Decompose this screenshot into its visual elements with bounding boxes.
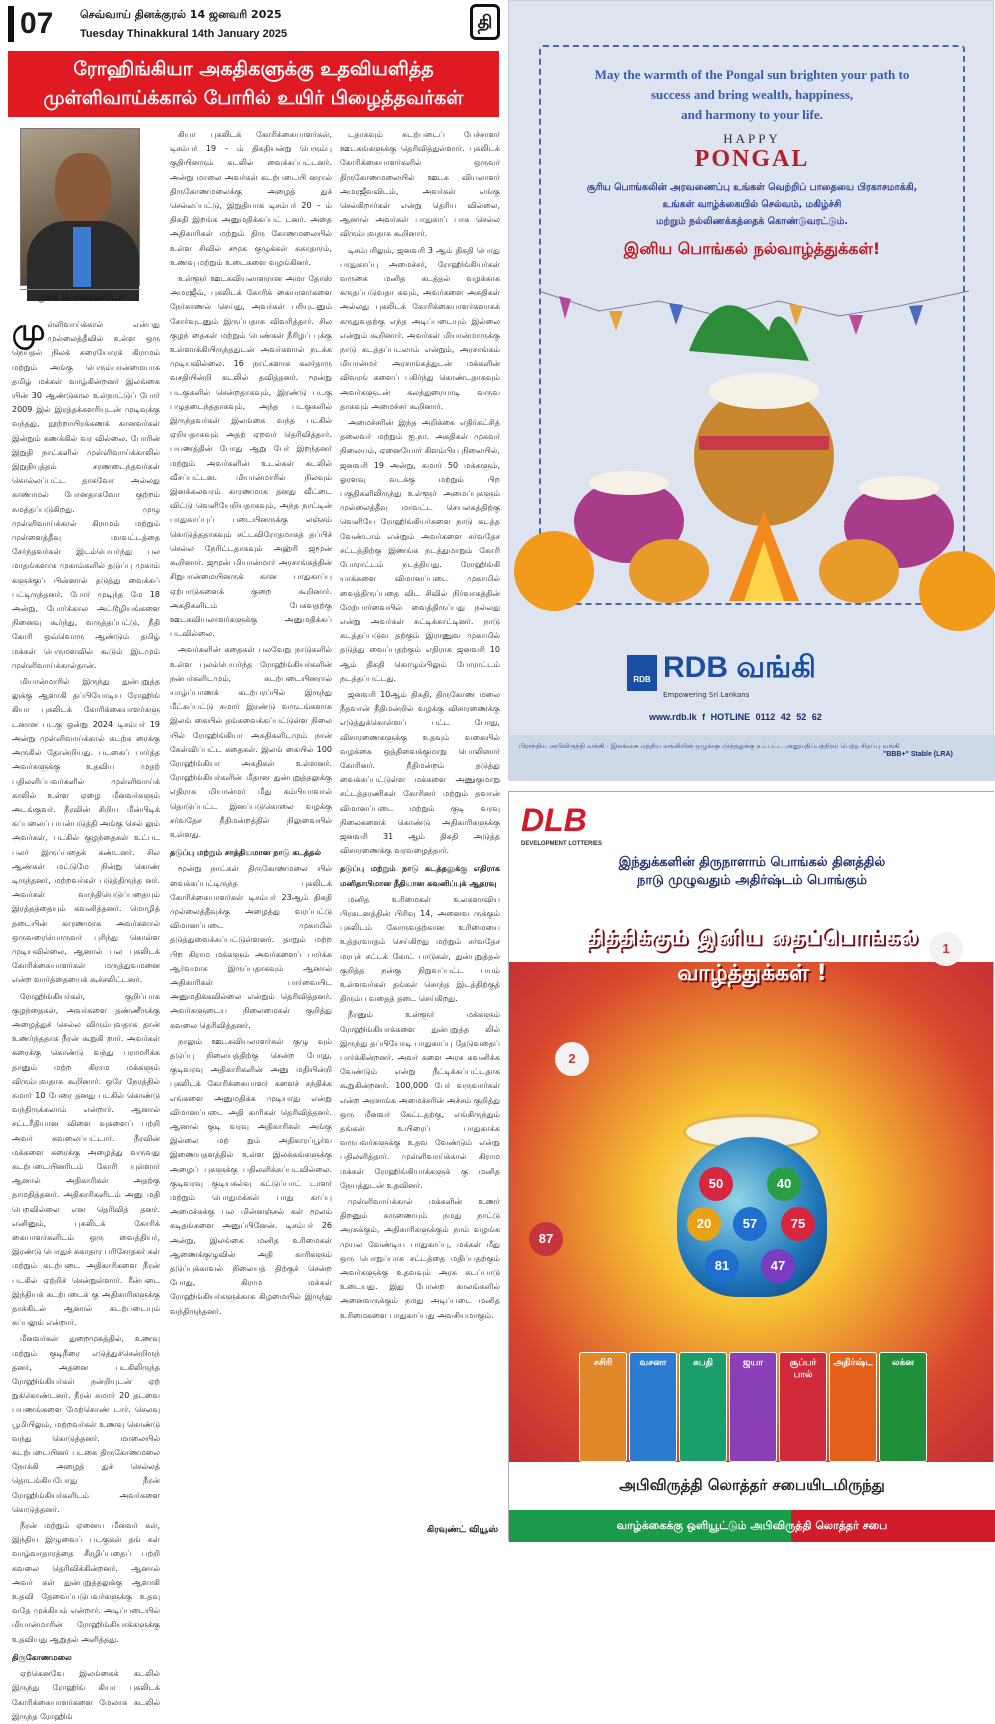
paragraph: டதாகவும் கடற்படைப் பேச்சாளர் ஊடகங்களுக்கு தெரிவித்துள்ளார். புகலிடக் கோரிக்கையாளர்களில் ஒருவர் திருகோணமலையில் ஊடக வியலாளர் அமரஜீவவிடம், அவர்கள் எங்கு செல்கிறார்கள் என்று தெரிய வில்லை, ஆனால் அவர்கள் பாதுகாப் பாக செல்ல விரும்புவதாக கூறினார். xyxy=(340,130,500,239)
lottery-ticket: லக்ன xyxy=(879,1352,927,1462)
dlb-lottery-advertisement[interactable] xyxy=(508,791,994,1541)
lottery-ticket: ஜயா xyxy=(729,1352,777,1462)
ad-english-message: May the warmth of the Pongal sun brighten your path to success and bring wealth, happiness, and harmony to your life. xyxy=(594,67,910,122)
ad-tamil-message: சூரிய பொங்கலின் அரவணைப்பு உங்கள் வெற்றிப் பாதையை பிரகாசமாக்கி, உங்கள் வாழ்க்கையில் செல்வம், மகிழ்ச்சி மற்றும் நல்லிணக்கத்தைக் கொண்டுவரட்டும். xyxy=(586,182,918,227)
article-column-1 xyxy=(12,314,161,1721)
lottery-ticket: சூப்பர் பால் xyxy=(779,1352,827,1462)
dropcap: மு xyxy=(12,314,46,347)
ad-headline: இந்துக்களின் திருநாளாம் பொங்கல் தினத்தில் நாடு முழுவதும் அதிர்ஷ்டம் பொங்கும் xyxy=(618,855,886,888)
paragraph: ரோஹிங்கியர்கள், குறிப்பாக குழந்தைகள், அவர்களை தண்ணீருக்கு அழைத்துச் செல்ல விரும்புவதாக தான் உணர்ந்ததாக நீரன் கூறுகி றார். அவர்கள் கரைக்கு கொண்டு வந்து பராமரிக்க தானும் மற்ற கிராம மக்களும் விரும்புவதாக கூறினார். ஒரே நேரத்தில் சுமார் 10 பேரை தனது படகில் கொண்டு வந்திருக்கலாம் என்றார். ஆனால் சட்டரீதியான விளை வுகளைப் பற்றி அவர் கவலைப்பட்டார். நீரவின் மக்களை கரைக்கு அழைத்து வருவது கடற்படையினரிடம் கோரி யுள்ளார் ஆனால் அதிகாரிகள் அதற்கு தாமதித்தனர். அதிகாரிகளிடம் அனு மதி பெறவில்லை என தெரிவித் தனர். எனினும், புகலிடக் கோரிக் கையாளர்களிடம் ஒரு வைத்தியர், இரண்டு பொதுச் சுகாதார பரிசோதகர் கள் மற்றும் கடற்படை அதிகாரிகளை நீரன் படகில் ஏற்றிச் சென்றுள்ளார். ரீன்படை இந்தியக் கடற்படைக் கு அதிகாரிகளுக்கு தாக்கிடல் ஆனால் கடற்படையும் கப்பலும் என்றார். xyxy=(12,991,161,1328)
bank-contact[interactable]: www.rdb.lk f HOTLINE 0112 42 52 62 xyxy=(649,712,822,722)
paper-date-english: Tuesday Thinakkural 14th January 2025 xyxy=(80,28,288,40)
bank-name: RDB வங்கி xyxy=(663,651,816,684)
paragraph: அமைச்சரின் இந்த அறிக்கை எதிர்கட்சித் தலைவர் மற்றும் ஐ.நா. அகதிகள் முகவர் நிலையம், ஏனையோர் கிளம்பிய நிலையில், ஜனவரி 19 அன்று, சுமார் 50 மக்களும், ஓரளவு வடக்கு மற்றும் பிற பகுதிகளிலிருந்து உள்ளூர் அமைப்புகளும் முல்லைத்தீவு மாவட்ட செயலகத்திற்கு வெளியே ரோஹிங்கியர்களை நாடு கடத்த வேண்டாம் என்றும் அவர்களை சர்வதேச சட்டத்திற்கு இணங்க நடத்துமாறும் கோரி போராட்டம் நடத்தியது. ரோஹிங்கி யாக்களை விமானப்படை முகாமில் வைத்திருப்பதை விட சிவில் நிர்வாகத்தின் மேற்பார்வையில் வைத்திருப்பது நல்லது என்று அவர்கள் சுட்டிக்காட்டினர். நாடு கடத்தப்படுவ தற்கும் இராணுவ முகாமில் தடுத்து வைப்பதற்கும் எதிராக ஜனவரி 10 ஆம் திகதி கொழும்பிலும் போராட்டம் நடத்தப்பட்டது. xyxy=(340,418,500,683)
ad-happy-text: HAPPY xyxy=(723,131,781,146)
lottery-ball: 81 xyxy=(705,1249,739,1283)
article-byline: கிரவுண்ட் வியூஸ் xyxy=(426,1525,498,1535)
lottery-ball: 87 xyxy=(529,1222,563,1256)
page-number: 07 xyxy=(8,6,53,42)
paragraph: மனித உரிமைகள் உலகளாவிய பிரகடனத்தின் பிரிவு 14, அனைவ ருக்கும் புகலிடம் கோருவதற்கான உரிமையை உத்தரவாதம் செய்கிறது மற்றும் சர்வதேச மரபுச் சட்டக் கோட் பாடுகள், துன்புறுத்தல் குறித்த நன்கு நிறுவப்பட்ட பயம் உள்ளவர்கள் தங்கள் சொந்த இடத்திற்குத் திரும்ப வதைத் தடை செய்கிறது. xyxy=(340,894,500,1004)
paragraph: உள்ளூர் ஊடகவியலாளரான அமா தோஸ் அமரஜீவ், புகலிடக் கோரிக் கையாளர்களை நேர்காணல் செய்து, அவர்கள் பரியுடனும் சோர்வுடனும் இருப்பதாக விவரித்தார். சில குழந் தைகள் மற்றும் பெண்கள் நீரிழப் புக்கு உள்ளாக்கியிருந்ததுடன் அவர்களால் நடக்க முடியவில்லை. 16 நாட்களாக கலர்தாரு வசதியின்றி கடலில் தவித்தனர். மூன்று படகுகளில் சென்றதாகவும், இரண்டு படகு பழுதடைந்ததாகவும், அந்த படகுகளில் இருந்தவர்கள் இலங்கை வந்த படகில் ஏறியதாகவும் அதற் ஏறவர் தெரிவித்தார். பயணத்தின் போது ஆறு பேர் இறந்தனர் மற்றும் அவர்களின் உடல்கள் கடலில் வீசப்பட்டன. மியான்மாரில் நிலவும் இனக்கலவரம் காரணமாக தனது வீட்டை விட்டு வெளியேறியதாகவும், அந்த நாட்டின் பாதுகாப்புப் படையினருக்கு லஞ்சம் கொடுத்ததாகவும் சட்டவிரோதமாகத் தப்பிச் செல்ல நேரிட்டதாகவும் அஹ்ரி ஜமூன் கூறினார். ஜமூன் மியான்மார் அரசாங்கத்தின் சிறுபான்மையினருக் கான பாதுகாப்பு ஏற்பாடுகளைக் குறை கூறினார். அகதிகளிடம் பேசுவதற்கு ஊடகவியலாளர்களுக்கு அனுமதிக்கப் படவில்லை. xyxy=(170,274,332,639)
lottery-ball: 57 xyxy=(733,1207,767,1241)
paragraph: ஏற்கெனவே இலங்கைக் கடலில் இருந்து ரோஹிங் கியா புகலிடக் கோரிக்கையாளர்களை மேலாக கடலில் இருந்த ரோஹிங் xyxy=(12,1669,160,1721)
lottery-ball: 47 xyxy=(761,1249,795,1283)
ad-pongal-text: PONGAL xyxy=(694,146,810,172)
dlb-logo-subtitle: DEVELOPMENT LOTTERIES xyxy=(521,841,603,847)
paragraph: டிசம்பரிலும், ஜனவரி 3 ஆம் திகதி பொது பாதுகாப்பு அமைச்சர், ரோஹிங்கியர்கள் வருகை மனித கடத்தல் வழக்காக கருதப்படுவதா கவும், அவர்களை அகதிகள் அல்லது புகலிடக் கோரிக்கையாளர்களாகக் கருதுவதற்கு எந்த அடிப்படையும் இல்லை என்றும் கூறினார். அவர்கள் மியான்மாருக்கு நாடு கடத்தப்படலாம் என்றும், அரசாங்கம் மியான்மர் அரசாங்கத்துடன் மக்களின் விவரங் களைப் பகிர்ந்து கொண்டதாகவும் அவர்களுடன் கலந்துரையாடி வருவ தாகவும் அமைச்சர் கூறினார். xyxy=(340,245,500,411)
paragraph: நாலும் ஊடகவியலாளர்கள் குழு வும் தடுப்பு நிலையத்திற்கு சென்ற போது, குடிவரவு அதிகாரிகளின் அனு மதியின்றி புகலிடக் கோரிக்கையாளர் களைச் சந்திக்க எங்களை அனுமதிக்க முடியாது என்று விமானப்படை அதி காரிகள் தெரிவித்தனர். ஆனால் குடி வரவு அதிகாரிகள் அங்கு இல்லை மற் றும் அதிகாரப்பூர்வ இணையதளத்தில் உள்ள இலக்கங்களுக்கு அழைப் புகளுக்கு பதிலளிக்கப்படவில்லை. குடிவரவு குடியகல்வு கட்டுப்பாட் டாளர் மற்றும் பொதுமக்கள் பாது காப்பு அமைச்சுக்கு பல மின்னஞ்சல் கள் மூலம் கடிதங்களை அனுப்பினேன். டிசம்பர் 26 அன்று, இலங்கை மனித உரிமைகள் ஆணைக்குழுவின் அதி காரிகளும் தடுப்புக்காவல் நிலையத் திற்குச் சென்ற போது, கிராம மக்கள் ரோஹிங்கியர்களுக்காக கிழமையில் இருந்து வந்திருந்தனர். xyxy=(170,1036,332,1316)
lottery-tickets xyxy=(579,1352,929,1462)
lottery-ball: 20 xyxy=(687,1207,721,1241)
subheading: தடுப்பு மற்றும் சாத்தியமான நாடு கடத்தல் xyxy=(170,848,322,858)
lottery-ball: 50 xyxy=(699,1167,733,1201)
ad-greeting: இனிய பொங்கல் நல்வாழ்த்துக்கள்! xyxy=(623,239,881,258)
article-column-2 xyxy=(170,128,332,1540)
subheading: திருகோணமலை xyxy=(12,1652,72,1662)
ad-footer: வாழ்க்கைக்கு ஒளியூட்டும் அபிவிருத்தி லொத்தர் சபை xyxy=(509,1510,995,1542)
paragraph: அவர்களின் கதைகள் பலவேறு நாடுகளில் உள்ள புலம்பெயர்ந்த ரோஹிங்கியர்களின் நன்பர்களிடமும், கடற்படையினரால் யாழ்ப்பாணக் கடற்பரப்பில் இருந்து மீட்கப்பட்டு சுமார் இரண்டு வருடங்களாக இலங் கையில் தங்கவைக்கப்பட்டுள்ள நிலை யில் ரோஹிங்கியா அகதிகளிடமும் நான் கேள்விப்பட்ட கதைகள். இலங் கையில் 100 ரோஹிங்கியா அகதிகள் உள்ளனர். ரோஹிங்கியர்களின் மீதான துன்புறுத்தலுக்கு எதிராக மியான்மர் மீது கம்பியாவால் தொடுப்பட்ட இனப்படுகொலை வழக்கு சர்வதேச நீதிமன்றத்தில் நிலுவையில் உள்ளது. xyxy=(170,645,332,839)
lottery-ball: 1 xyxy=(929,932,963,966)
lottery-ticket: வசனா xyxy=(629,1352,677,1462)
lottery-ticket: சசிரி xyxy=(579,1352,627,1462)
paragraph: முள்ளிவாய்க்கால் மக்களின் உணர் திறனும் கருணையும் நமது நாட்டு அரசுக்கும், அதிகாரிகளுக்கும் நாம் வழங்க முயல வேண்டிய பாதுகாப்பு, மக்கள் மீது ஒரு பொறுப்பாக சட்டத்தை மதிப்பதற்கும் அவர்களுக்கு உதவவும் அரசு கடப்பாடு உடையது. இது போன்ற காலங்களில் அனைவருக்கும் நமது அடிப்படை மனித உரிமைகளை பாதுகாப்பது அவசியமாகும். xyxy=(340,1197,500,1320)
article-headline: ரோஹிங்கியா அகதிகளுக்கு உதவியளித்த முள்ளிவாய்க்கால் போரில் உயிர் பிழைத்தவர்கள் xyxy=(8,51,499,117)
paragraph: மீனவர்கள் துறைமுகத்தில், உணவு மற்றும் குடிநீரை எடுத்துச்சென்றிருந் தனர், அதனை படகிலிருந்த ரோஹிங்கியர்கள் நன்றியுடன் ஏற் றுக்கொண்டனர். நீரன் சுமார் 20 தடவை பயணங்களை மேற்கொண் டார். செலவு பூமியிலும், மற்றவர்கள் உணவு கொண்டு வந்து கொடுத்தனர். மாலையில் கடற்படையினர் படகை திருகோணமலை நோக்கி அழைத் துச் செல்லத் தொடங்கியபோது நீரன் ரோஹிங்கியர்களிடம் அவர்களை கொடுத்தனர். xyxy=(12,1334,160,1514)
bank-tagline: Empowering Sri Lankans xyxy=(663,691,750,699)
lottery-ticket: சுபதி xyxy=(679,1352,727,1462)
rdb-bank-advertisement[interactable] xyxy=(508,0,994,780)
article-column-3 xyxy=(340,128,500,1540)
paragraph: ஜனவரி 10ஆம் திகதி, திருகோண மலை நீதவான் நீதிமன்றில் வழக்கு விசாரணைக்கு எடுத்துக்கொள்ளப் பட்ட போது, விசாரணைகளுக்கு உதவும் வகையில் வழக்கை ஒத்திவைக்குமாறு பொலிஸார் கோரினர். நீதிமன்றம் தடுத்து வைக்கப்பட்டுள்ள மக்களை அணுகுமாறு சட்டத்தரணிகள் கோரினர் மற்றும் தவான் விமானப்படை மற்றும் குடி வரவு நிலைகளைக் கொண்டு அதிகாரிகளுக்கு ஜனவரி 31 ஆம் திகதி அடுத்த விசாரணைக்கு வரவழைத்தார். xyxy=(340,689,500,856)
lottery-ball: 2 xyxy=(555,1042,589,1076)
paragraph: ள்ளிவாய்க்கால் என்பது முல்லைத்தீவில் உள்ள ஒரு நெய்தல் நிலக் கரையோரக் கிராமம் மற்றும் அங்கு பெரும்பான்மையாக தமிழ் மக்கள் வாழ்கின்றனர் இலங்கை யின் 30 ஆண்டுகால உள்நாட்டுப் போர் 2009 இல் இரத்தக்களரியுடன் முடிவுக்கு வந்தது, நூற்றாயிரக்கணக் கானவர்கள் இன்றும் கணக்கில் வர வில்லை. போரின் இறுதி நாட்களில் முள்ளிவாய்க்காலில் இறுதியுத்தம் சரணடைந்தவர்கள் கொல்லப்பட்ட தாகவோ அல்லது காணாமல் போனதாகவோ குற்றம் சுமத்தப்படுகிறது. முழு முள்ளிவாய்க்கால் கிராமம் மற்றும் முள்ளைத்தீவு மாவட்டத்தை சேர்ந்தவர்கள் இடம்பெயர்ந்து பல மாதங்களாக முகாம்களில் தடுப்பு முகாம் களுக்குப் பின்னால் தடுத்து வைக்கப் பட்டிருந்தனர். போர் முடிந்த மே 18 அன்று, போர்க்கால அட்டூழியங்களை நினைவு கூர்ந்து, வருத்தப்பட்டு, நீதி கோரி ஒவ்வொரு ஆண்டும் தமிழ் மக்கள் பெருமளவில் கூடும் இடமும் முள்ளிவாய்க்கால்தான். xyxy=(12,320,160,670)
page-header xyxy=(8,4,498,50)
subheading: தடுப்பு மற்றும் நாடு கடத்தலுக்கு எதிராக மனிதாபிமான நீதியான கவனிப்புக் ஆதரவு xyxy=(340,864,500,888)
author-photo xyxy=(20,128,140,286)
ad-footer: பிராந்திய அபிவிருத்தி வங்கி - இலங்கை மத்திய வங்கியின் ஒழுங்குபடுத்தலுக்கு உட்பட்ட அனுமதிப்பத்திரம் பெற்ற சிறப்பு வங்கி xyxy=(509,735,995,781)
lottery-ticket: அதிர்ஷ்ட xyxy=(829,1352,877,1462)
rating-badge: "BBB+" Stable (LRA) xyxy=(883,751,953,758)
lottery-ball-pot xyxy=(677,1137,827,1297)
paragraph: மியான்மாரில் இருந்து துன்புறுத்த லுக்கு ஆளாகி தப்பியோடிய ரோஹிங் கியா புகலிடக் கோரிக்கையாளர்களு டனான படகு ஒன்று 2024 டிசம்பர் 19 அன்று முள்ளிவாய்க்கால் கடற்க ரைக்கு அருகில் தோன்றியது. படகைப் பார்த்த அவர்களுக்கு உதவிய முதற் பதிலளிப்பவர்களில் முள்ளிவாய்க் காலில் உள்ள ஏழை மீனவர்களும் அடங்குவர். நீரவின் சிறிய மீன்பிடிக் கப்பலைப் பயன்படுத்தி அங்கு செல் லும் அவர்கள், படகில் குழந்தைகள் உட்பட பலர் இருப்பதைக் கண்டனர். சில ஆண்கள் மட்டுமே நின்று கொண் டிருந்தனர், மற்றவர்கள் படுத்திருந்த னர். அவர்கள் வாந்தியெடுப்பதையும் இரத்தத்தையும் கவனித்தனர். மொழித் தடையின் காரணமாக அவர்களால் ஒருவரையொருவர் புரிந்து கொள்ள முடியவில்லை, ஆனால் பல புகலிடக் கோரிக்கையாளர்கள் மருத்துவமனை என்ற வார்த்தையைக் கூச்சலிட்டனர். xyxy=(12,677,160,985)
dlb-logo: DLB xyxy=(521,802,587,838)
paragraph: மூன்று நாட்கள் திருகோணமலை யில் வைக்கப்பட்டிருந்த புகலிடக் கோரிக்கையாளர்கள் டிசம்பர் 23ஆம் திகதி முல்லைத்தீவுக்கு அழைத்து வரப்பட்டு விமானப்படை முகாமில் தடுத்துவைக்கப்பட்டுள்ளனர். தாறும் மற்ற பிற கிராம மக்களும் அவர்களைப் பார்க்க ஆர்வமாக இருப்பதாகவும் ஆனால் அதிகாரிகள் பார்வையிட அனுமதிக்கவில்லை என்றும் தெரிவித்தனர். அவர்களுடைய நிலைமைகள் குறித்து கவலை தெரிவித்தனர். xyxy=(170,864,332,1030)
pongal-pot-illustration xyxy=(539,271,969,641)
lottery-ball: 75 xyxy=(781,1207,815,1241)
paragraph: நீரன் மற்றும் ஏனைய மீனவர் கள், இந்திய இழுவைப் படகுகள் தங் கள் வாழ்வாதாரத்தை சீரழிப்பதைப் பற்றி கவலை தெரிவிக்கின்றனர். ஆனால் அவர் கள் துன்புறுத்தலுக்கு ஆளாகி உதவி தேவைப்படுபவர்களுக்கு உதவு வதே முக்கியம் என்றார். அடிப்படையில் மியான்மாரின் ரோஹிங்கியாக்களுக்கு உதவியது ஆறுதல் அளித்தது. xyxy=(12,1521,160,1644)
newspaper-logo: தி xyxy=(470,4,500,40)
paper-date-tamil: செவ்வாய் தினக்குரல் 14 ஜனவரி 2025 xyxy=(80,8,282,21)
paragraph: நீரனும் உள்ளூர் மக்களும் ரோஹிங்கியாக்களை துன்புறுத்த லில் இருந்து தப்பியோடி பாதுகாப்பு தேடுவதைப் பார்க்கின்றனர். அவர் களை அரசு கவனிக்க வேண்டும் என்று நீட்டிக்கப்பட்டதாக கூறுகின்றனர். 100,000 பேர் வருவார்கள் என்ற அரசாங்க அமைச்சரின் அச்சம் குறித்து ஒரு மீனவர் கேட்டதற்கு, எங்கிருந்தும் தங்கள் உயிரைப் பாதுகாக்க வருபவர்களுக்கு உதவ வேண்டும் என்று பதிலளித்தார். முள்ளிவாய்க்கால் கிராம மக்கள் ரோஹிங்கியாக்களுக் கு மனித நேயத்துடன் உதவினர். xyxy=(340,1010,500,1190)
lottery-ball: 40 xyxy=(767,1167,801,1201)
ad-sponsor-line: அபிவிருத்தி லொத்தர் சபையிடமிருந்து xyxy=(619,1476,885,1494)
paragraph: கியா புகலிடக் கோரிக்கையாளர்கள், டிசம்பர் 19 – ம் திகதியன்று பெரும்பு குதியினரும் கடலில் வைக்கப்பட்டனர். அன்று மாலை அவர்கள் கடற்படையி னரால் திருகோணமலைக்கு அழைத் துச் செல்லப்பட்டு, இறுதியாக டிசம்பர் 20 – ம் திகதி இறங்க அனுமதிக்கப்பட் டனர். அதை அதிகாரிகள் மற்றும் திரு கோணமலையில் உள்ள சிவில் சமூக குழுக்கள் சுகாதாரம், உணவு மற்றும் உடைகளை வழங்கினர். xyxy=(170,130,332,267)
ad-greeting: தித்திக்கும் இனிய தைப்பொங்கல் வாழ்த்துக்கள் ! xyxy=(586,925,918,986)
photo-caption: ருக்கி பெர்னாண்டோ xyxy=(20,289,140,304)
rdb-logo: RDB xyxy=(627,655,657,691)
